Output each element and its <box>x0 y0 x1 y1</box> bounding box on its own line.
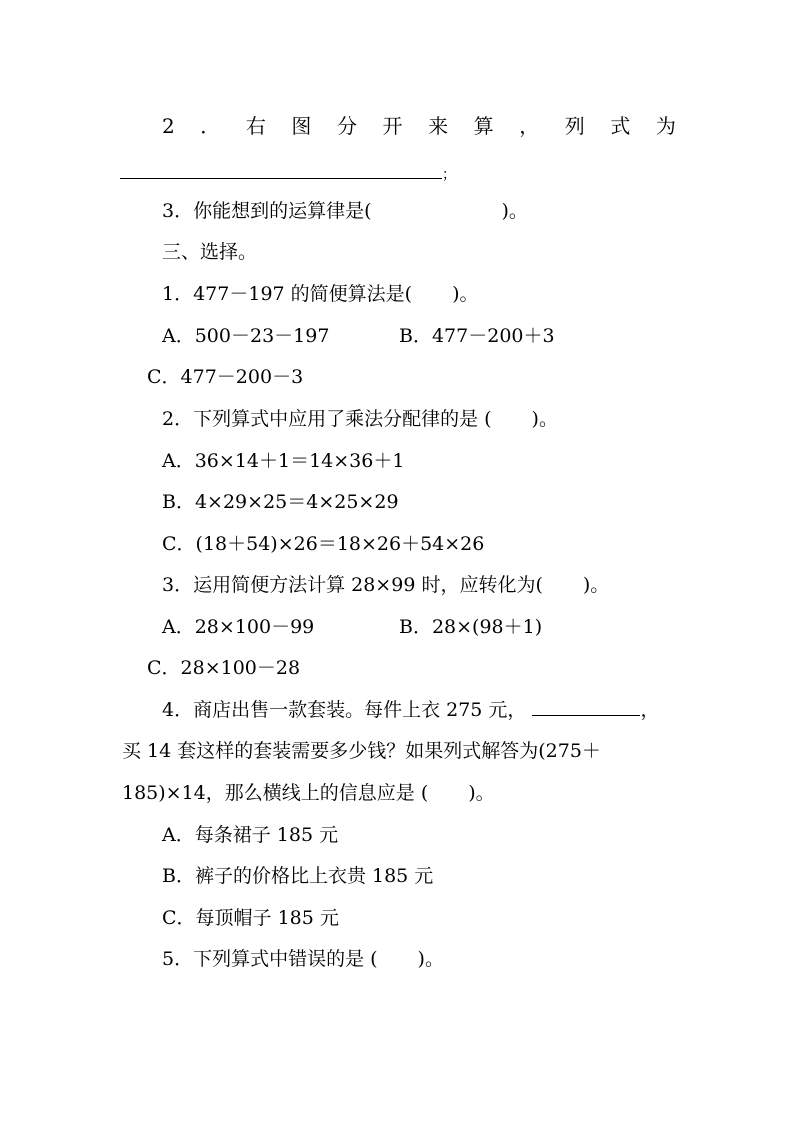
fill-q2-answer-line <box>120 160 456 188</box>
choice-q3-option-b[interactable]: B．28×(98＋1) <box>399 616 543 638</box>
q2-char: 算 <box>473 114 494 138</box>
q2-answer-blank[interactable] <box>120 160 442 179</box>
choice-q2-stem <box>162 406 558 432</box>
choice-q4-option-b[interactable]: B．裤子的价格比上衣贵 185 元 <box>162 865 434 887</box>
choice-q3-option-c[interactable]: C．28×100－28 <box>147 657 301 679</box>
choice-q4-option-a[interactable]: A．每条裙子 185 元 <box>162 824 339 846</box>
q2-char: 右 <box>245 114 266 138</box>
q2-char: 来 <box>428 114 449 138</box>
q2-char: 为 <box>655 114 676 138</box>
q2-char: 2 <box>162 114 175 138</box>
q2-char: 分 <box>336 114 357 138</box>
choice-q4-close: )。 <box>468 782 495 804</box>
q2-char: 图 <box>291 114 312 138</box>
choice-q4-comma: ， <box>640 699 660 721</box>
choice-q3-close: )。 <box>582 574 610 596</box>
q2-char: 开 <box>382 114 403 138</box>
fill-q2-prompt <box>162 113 676 139</box>
choice-q1-text: 1．477－197 的简便算法是( <box>162 283 413 305</box>
choice-q1-option-a[interactable]: A．500－23－197 <box>162 325 330 347</box>
choice-q4-text3: 185)×14，那么横线上的信息应是 ( <box>122 782 429 804</box>
q2-char: 列 <box>564 114 585 138</box>
choice-q4-stem-line1 <box>162 697 659 723</box>
choice-q1-option-c[interactable]: C．477－200－3 <box>147 366 304 388</box>
choice-q3-text: 3．运用简便方法计算 28×99 时，应转化为( <box>162 574 543 596</box>
choice-q1-close: )。 <box>452 283 479 305</box>
choice-q2-option-a[interactable]: A．36×14＋1＝14×36＋1 <box>162 450 405 472</box>
choice-q4-option-c[interactable]: C．每顶帽子 185 元 <box>162 907 339 929</box>
choice-q1-stem <box>162 281 479 307</box>
choice-q4-text: 4．商店出售一款套装。每件上衣 275 元， <box>162 699 527 721</box>
choice-q5-text: 5．下列算式中错误的是 ( <box>162 948 378 970</box>
q2-char: ， <box>519 114 540 138</box>
choice-q2-text: 2．下列算式中应用了乘法分配律的是 ( <box>162 408 492 430</box>
choice-q3-option-a[interactable]: A．28×100－99 <box>162 616 315 638</box>
choice-q3-stem <box>162 572 609 598</box>
choice-q4-stem-line3 <box>122 780 495 806</box>
choice-q2-option-c[interactable]: C．(18＋54)×26＝18×26＋54×26 <box>162 533 485 555</box>
fill-q3-text: 3．你能想到的运算律是( <box>162 200 372 222</box>
fill-q3 <box>162 198 528 224</box>
section-title: 三、选择。 <box>162 241 258 263</box>
choice-q4-info-blank[interactable] <box>532 697 640 716</box>
choice-q5-stem <box>162 946 444 972</box>
q2-char: ． <box>200 114 221 138</box>
fill-q3-close: )。 <box>501 200 528 222</box>
q2-semicolon: ； <box>442 167 456 183</box>
q2-char: 式 <box>610 114 631 138</box>
choice-q5-close: )。 <box>417 948 444 970</box>
choice-q4-stem-line2: 买 14 套这样的套装需要多少钱？如果列式解答为(275＋ <box>122 740 601 762</box>
choice-q2-option-b[interactable]: B．4×29×25＝4×25×29 <box>162 491 399 513</box>
choice-q2-close: )。 <box>531 408 558 430</box>
choice-q1-option-b[interactable]: B．477－200＋3 <box>399 325 555 347</box>
